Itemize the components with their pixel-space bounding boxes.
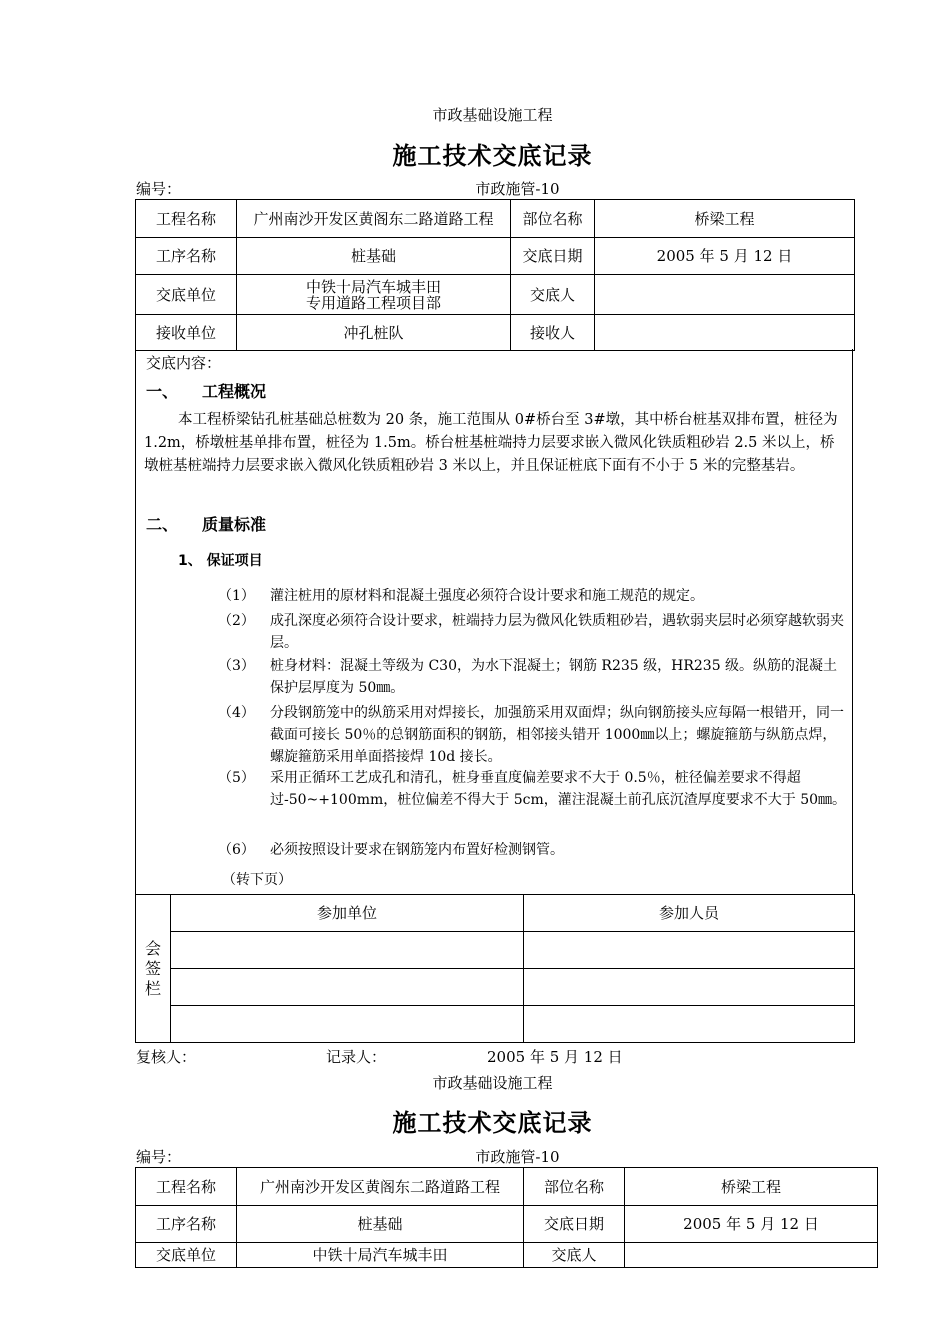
label-cell: 交底人 — [511, 275, 595, 315]
sign-cell — [171, 969, 524, 1006]
code-value: 市政施管-10 — [475, 180, 560, 198]
header-table — [135, 199, 855, 351]
list-item — [218, 610, 848, 654]
page-title: 施工技术交底记录 — [392, 141, 593, 170]
item-text: 灌注桩用的原材料和混凝土强度必须符合设计要求和施工规范的规定。 — [270, 588, 704, 604]
sign-col-person: 参加人员 — [524, 895, 855, 932]
sign-cell — [524, 969, 855, 1006]
section-1-number: 一、 — [146, 382, 179, 401]
list-item — [218, 767, 848, 833]
subsection-title: 1、 保证项目 — [178, 553, 263, 569]
recorder-label: 记录人： — [326, 1048, 387, 1066]
item-number: （6） — [218, 842, 255, 858]
sign-col-unit: 参加单位 — [171, 895, 524, 932]
label-cell: 工序名称 — [136, 238, 237, 275]
content-label: 交底内容： — [146, 354, 222, 372]
table-row — [136, 1006, 855, 1043]
item-number: （4） — [218, 705, 255, 721]
value-cell: 桩基础 — [237, 238, 511, 275]
value-cell — [237, 275, 511, 315]
value-cell: 桩基础 — [237, 1206, 524, 1243]
value-cell: 广州南沙开发区黄阁东二路道路工程 — [237, 200, 511, 238]
label-cell: 交底日期 — [524, 1206, 625, 1243]
list-item — [218, 585, 848, 607]
item-text: 采用正循环工艺成孔和清孔，桩身垂直度偏差要求不大于 0.5％，桩径偏差要求不得超过-50~+100mm，桩位偏差不得大于 5cm，灌注混凝土前孔底沉渣厚度要求不大于 50㎜。 — [270, 770, 847, 808]
header-table — [135, 1167, 878, 1268]
sign-cell — [524, 932, 855, 969]
sign-table — [135, 894, 855, 1043]
table-row — [136, 1206, 878, 1243]
label-cell: 交底人 — [524, 1243, 625, 1268]
table-row — [136, 895, 855, 932]
sign-cell — [524, 1006, 855, 1043]
unit-line-1: 中铁十局汽车城丰田 — [305, 277, 441, 296]
page-title: 施工技术交底记录 — [392, 1108, 593, 1137]
item-number: （2） — [218, 613, 255, 629]
table-row — [136, 932, 855, 969]
value-cell: 桥梁工程 — [625, 1168, 878, 1206]
value-cell: 2005 年 5 月 12 日 — [625, 1206, 878, 1243]
table-row — [136, 1243, 878, 1268]
table-row — [136, 200, 855, 238]
list-item — [218, 839, 848, 861]
org-name: 市政基础设施工程 — [432, 106, 553, 124]
list-item — [218, 702, 848, 768]
label-cell: 工序名称 — [136, 1206, 237, 1243]
code-label: 编号： — [136, 1148, 182, 1166]
item-number: （3） — [218, 658, 255, 674]
value-cell: 广州南沙开发区黄阁东二路道路工程 — [237, 1168, 524, 1206]
value-cell — [625, 1243, 878, 1268]
unit-line-2: 专用道路工程项目部 — [305, 293, 441, 312]
code-value: 市政施管-10 — [475, 1148, 560, 1166]
table-row — [136, 969, 855, 1006]
item-text: 成孔深度必须符合设计要求，桩端持力层为微风化铁质粗砂岩，遇软弱夹层时必须穿越软弱夹层。 — [270, 613, 844, 651]
sign-cell — [171, 1006, 524, 1043]
label-cell: 工程名称 — [136, 200, 237, 238]
table-row — [136, 238, 855, 275]
table-row — [136, 315, 855, 351]
label-cell: 接收人 — [511, 315, 595, 351]
value-cell: 冲孔桩队 — [237, 315, 511, 351]
content-box — [135, 349, 853, 894]
item-text: 桩身材料：混凝土等级为 C30，为水下混凝土；钢筋 R235 级，HR235 级。纵筋的混凝土保护层厚度为 50㎜。 — [270, 658, 838, 696]
value-cell: 2005 年 5 月 12 日 — [595, 238, 855, 275]
section-1-title: 工程概况 — [202, 382, 267, 401]
label-cell: 接收单位 — [136, 315, 237, 351]
label-cell: 交底单位 — [136, 275, 237, 315]
item-text: 必须按照设计要求在钢筋笼内布置好检测钢管。 — [270, 842, 564, 858]
footer-date: 2005 年 5 月 12 日 — [487, 1048, 623, 1066]
table-row — [136, 275, 855, 315]
value-cell: 中铁十局汽车城丰田 — [237, 1243, 524, 1268]
overview-paragraph: 本工程桥梁钻孔桩基础总桩数为 20 条，施工范围从 0#桥台至 3#墩，其中桥台桩基双排布置，桩径为 1.2m，桥墩桩基单排布置，桩径为 1.5m。桥台桩基桩端持力层要求嵌入微风化铁质粗砂岩 2.5 米以上，桥墩桩基桩端持力层要求嵌入微风化铁质粗砂岩 3 米以上，并且保证桩底下面有不小于 5 米的完整基岩。 — [144, 412, 838, 474]
continued-note: （转下页） — [222, 872, 292, 888]
label-cell: 部位名称 — [524, 1168, 625, 1206]
section-2-number: 二、 — [146, 515, 179, 534]
sign-cell — [171, 932, 524, 969]
reviewer-label: 复核人： — [136, 1048, 197, 1066]
table-row — [136, 1168, 878, 1206]
org-name: 市政基础设施工程 — [432, 1074, 553, 1092]
value-cell — [595, 275, 855, 315]
value-cell: 桥梁工程 — [595, 200, 855, 238]
label-cell: 交底单位 — [136, 1243, 237, 1268]
label-cell: 工程名称 — [136, 1168, 237, 1206]
value-cell — [595, 315, 855, 351]
label-cell: 交底日期 — [511, 238, 595, 275]
item-number: （5） — [218, 770, 255, 786]
list-item — [218, 655, 848, 699]
item-number: （1） — [218, 588, 255, 604]
item-text: 分段钢筋笼中的纵筋采用对焊接长，加强筋采用双面焊；纵向钢筋接头应每隔一根错开，同一截面可接长 50％的总钢筋面积的钢筋，相邻接头错开 1000㎜以上；螺旋箍筋与纵筋点焊，螺旋箍筋采用单面搭接焊 10d 接长。 — [270, 705, 844, 765]
section-2-title: 质量标准 — [202, 515, 267, 534]
sign-side-label: 会签栏 — [136, 895, 171, 1043]
label-cell: 部位名称 — [511, 200, 595, 238]
code-label: 编号： — [136, 180, 182, 198]
